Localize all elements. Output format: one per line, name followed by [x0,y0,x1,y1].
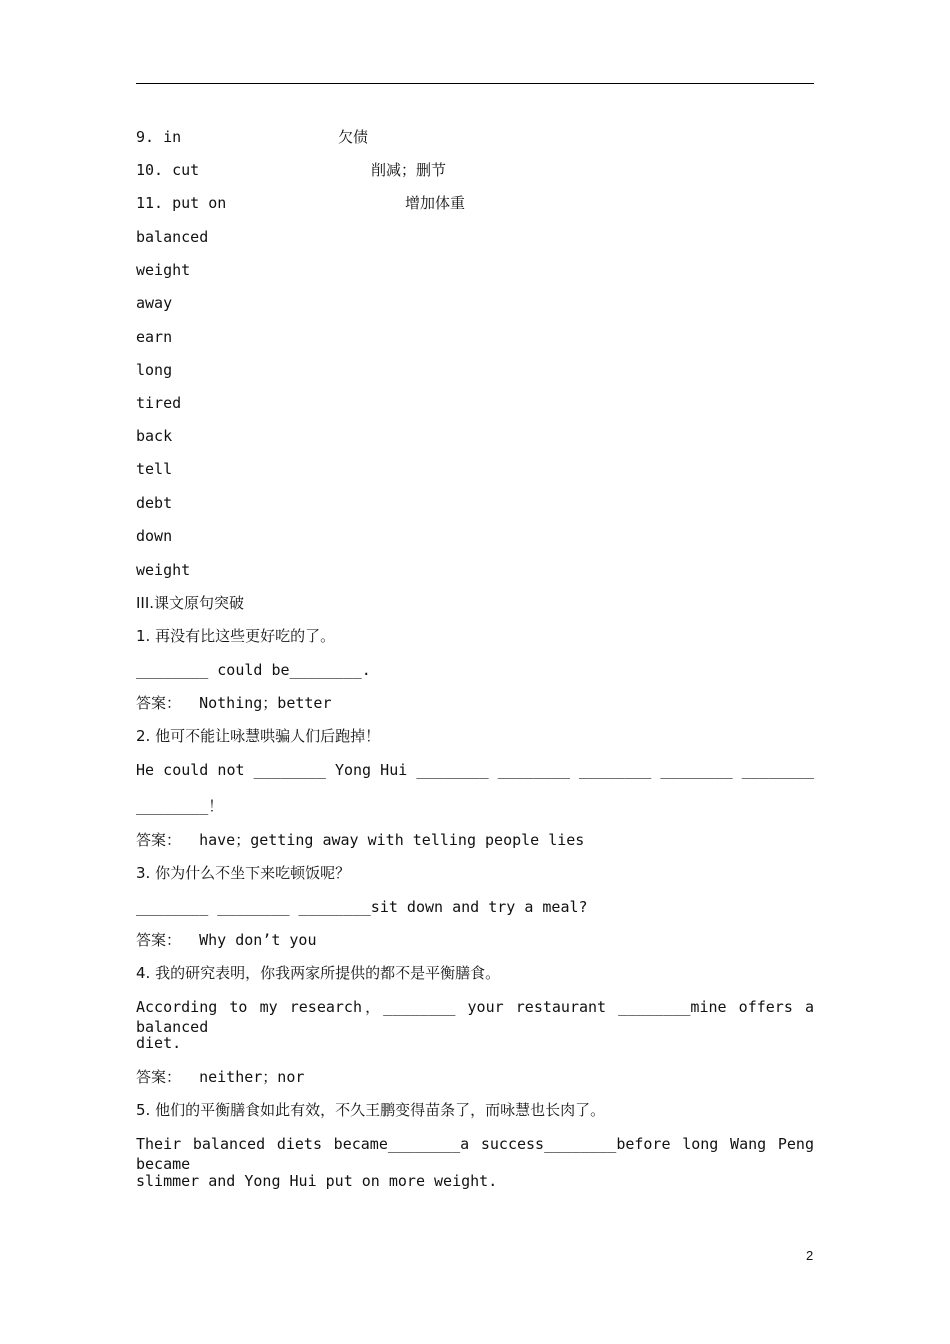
section-title: III.课文原句突破 [136,594,245,612]
q1-answer [136,693,814,713]
answer-word: away [136,294,173,312]
q3-answer [136,930,814,950]
phrase-cn-10: 削减；删节 [371,161,447,179]
q3-chinese: 3. 你为什么不坐下来吃顿饭呢？ [136,864,351,882]
page-number: 2 [806,1248,814,1263]
q4-english-line2: diet. [136,1034,182,1052]
answer-label: 答案： [136,831,182,849]
answer-word: tired [136,394,182,412]
answer-word: long [136,361,173,379]
q2-english-line2: ________！ [136,797,224,815]
answer-word: balanced [136,228,209,246]
q2-answer [136,830,814,850]
answer-text: have；getting away with telling people lies [199,831,585,849]
phrase-en-11: 11. put on [136,194,227,212]
answer-word: weight [136,561,191,579]
q2-english-line1: He could not ________ Yong Hui ________ ________ ________ ________ ________ [136,761,814,779]
answer-word: weight [136,261,191,279]
phrase-en-10: 10. cut [136,161,200,179]
answer-word: tell [136,460,173,478]
q4-english-line1: According to my research，________ your restaurant ________mine offers a balanced [136,998,814,1036]
answer-text: Nothing；better [199,694,332,712]
q1-english: ________ could be________. [136,661,371,679]
q5-english-line1: Their balanced diets became________a success________before long Wang Peng became [136,1135,814,1173]
answer-word: debt [136,494,173,512]
answer-word: down [136,527,173,545]
q4-chinese: 4. 我的研究表明，你我两家所提供的都不是平衡膳食。 [136,964,501,982]
q5-english-line2: slimmer and Yong Hui put on more weight. [136,1172,498,1190]
answer-word: earn [136,328,173,346]
phrase-cn-9: 欠债 [338,128,369,146]
phrase-en-9: 9. in [136,128,182,146]
q5-chinese: 5. 他们的平衡膳食如此有效，不久王鹏变得苗条了，而咏慧也长肉了。 [136,1101,606,1119]
q1-chinese: 1. 再没有比这些更好吃的了。 [136,627,336,645]
answer-label: 答案： [136,694,182,712]
q2-chinese: 2. 他可不能让咏慧哄骗人们后跑掉！ [136,727,381,745]
phrase-cn-11: 增加体重 [405,194,466,212]
q4-answer [136,1067,814,1087]
q3-english: ________ ________ ________sit down and try a meal? [136,898,588,916]
answer-label: 答案： [136,1068,182,1086]
answer-text: Why don’t you [199,931,317,949]
header-rule [136,83,814,84]
answer-label: 答案： [136,931,182,949]
answer-text: neither；nor [199,1068,305,1086]
answer-word: back [136,427,173,445]
